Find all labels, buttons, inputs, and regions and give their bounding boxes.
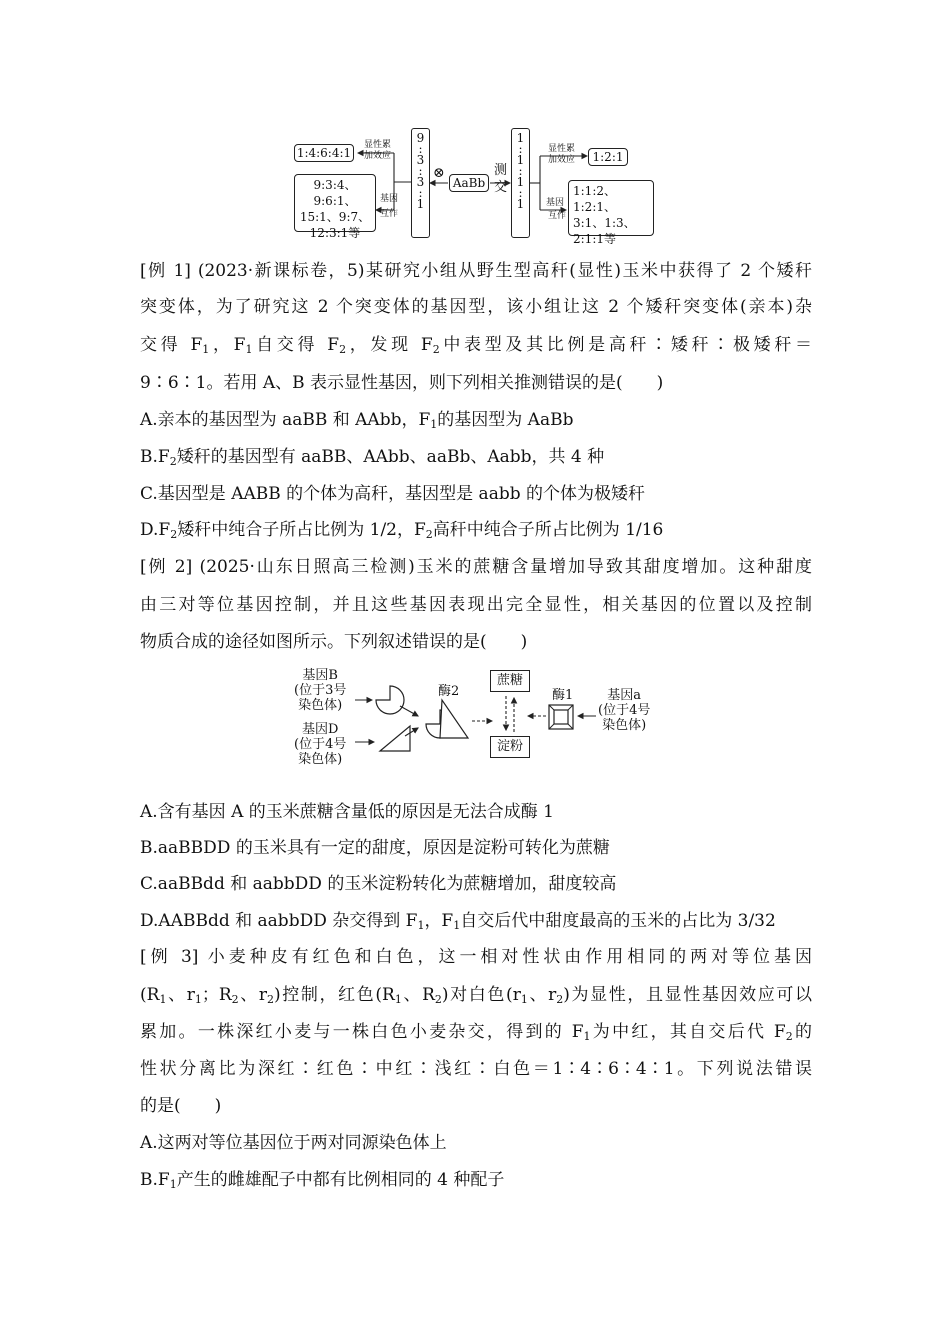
subscript: 2 xyxy=(432,343,440,356)
text: 为中红，其自交后代 F xyxy=(590,1022,786,1042)
interaction-box-right xyxy=(568,180,654,246)
ratio-box-left: 1:4:6:4:1 xyxy=(294,144,354,162)
subscript: 1 xyxy=(520,993,528,1006)
label-line: 染色体) xyxy=(298,752,343,767)
box-line: 15:1、9:7、 xyxy=(299,210,371,224)
text: D.F xyxy=(140,520,171,540)
subscript: 2 xyxy=(425,528,433,541)
ratio-char: 9 xyxy=(416,131,425,145)
text: 矮秆的基因型有 aaBB、AAbb、aaBb、Aabb，共 4 种 xyxy=(176,447,605,467)
label-line: 测 xyxy=(494,163,508,178)
example1-line2: 突变体，为了研究这 2 个突变体的基因型，该小组让这 2 个矮秆突变体(亲本)杂 xyxy=(140,297,812,317)
subscript: 1 xyxy=(583,1030,591,1043)
text: 的基因型为 AaBb xyxy=(437,410,574,430)
ratio-char: : xyxy=(418,186,423,200)
gene-d-label xyxy=(294,722,346,767)
subscript: 1 xyxy=(245,343,253,356)
box-line: 3:1、1:3、 xyxy=(573,216,636,230)
testcross-label xyxy=(494,162,507,196)
text: 产生的雌雄配子中都有比例相同的 4 种配子 xyxy=(176,1170,505,1190)
example3-line4: 性状分离比为深红∶红色∶中红∶浅红∶白色＝1∶4∶6∶4∶1。下列说法错误 xyxy=(140,1059,812,1079)
text: 、R xyxy=(401,985,435,1005)
ratio-char: 3 xyxy=(416,153,425,167)
example1-option-d xyxy=(140,518,812,542)
box-line: 1:1:2、1:2:1、 xyxy=(573,184,616,214)
text: ；R xyxy=(201,985,232,1005)
label-interaction-left xyxy=(380,194,398,220)
subscript: 2 xyxy=(339,343,347,356)
example3-option-a: A.这两对等位基因位于两对同源染色体上 xyxy=(140,1133,447,1153)
text: )为显性，且显性基因效应可以 xyxy=(563,985,812,1005)
ratio-char: 1 xyxy=(416,197,425,211)
subscript: 1 xyxy=(159,993,167,1006)
ratio-box-right: 1:2:1 xyxy=(588,148,628,166)
genotype-box: AaBb xyxy=(449,174,489,192)
example2-line2: 由三对等位基因控制，并且这些基因表现出完全显性，相关基因的位置以及控制 xyxy=(140,595,812,615)
sucrose-pathway-diagram xyxy=(290,664,670,782)
subscript: 1 xyxy=(453,919,461,932)
label-line: 显性累 xyxy=(548,144,576,154)
text: B.F xyxy=(140,1170,170,1190)
text: D.AABBdd 和 aabbDD 杂交得到 F xyxy=(140,911,418,931)
enzyme2-label: 酶2 xyxy=(438,684,460,699)
label-line: (位于4号 xyxy=(294,737,347,752)
subscript: 2 xyxy=(785,1030,793,1043)
subscript: 2 xyxy=(231,993,239,1006)
subscript: 1 xyxy=(417,919,425,932)
subscript: 2 xyxy=(434,993,442,1006)
interaction-box-left xyxy=(294,174,376,240)
text: 高秆中纯合子所占比例为 1/16 xyxy=(432,520,664,540)
enzyme1-label: 酶1 xyxy=(552,688,574,703)
label-line: 基因 xyxy=(546,198,565,208)
ratio-char: 1 xyxy=(516,197,525,211)
ratio-char: : xyxy=(418,164,423,178)
label-line: 基因a xyxy=(607,688,642,703)
label-line: 加效应 xyxy=(548,155,576,165)
ratio-char: 1 xyxy=(516,153,525,167)
subscript: 1 xyxy=(169,1178,177,1191)
label-line: 互作 xyxy=(548,211,567,221)
gene-a-label xyxy=(598,688,650,733)
label-interaction-right xyxy=(546,198,566,222)
label-line: 互作 xyxy=(380,209,399,219)
example1-line3 xyxy=(140,333,812,357)
text: 、r xyxy=(238,985,268,1005)
text: 累加。一株深红小麦与一株白色小麦杂交，得到的 F xyxy=(140,1022,584,1042)
starch-box: 淀粉 xyxy=(490,736,530,758)
ratio-char: : xyxy=(518,186,523,200)
text: (R xyxy=(140,985,160,1005)
text: ，F xyxy=(424,911,454,931)
ratio-char: : xyxy=(418,142,423,156)
example2-option-d xyxy=(140,909,812,933)
label-line: (位于3号 xyxy=(294,683,347,698)
text: 中表型及其比例是高秆∶矮秆∶极矮秆＝ xyxy=(439,335,813,355)
example1-option-a xyxy=(140,408,812,432)
example3-line3 xyxy=(140,1020,812,1044)
box-line: 12:3:1等 xyxy=(309,226,361,240)
subscript: 2 xyxy=(170,528,178,541)
label-line: (位于4号 xyxy=(598,703,651,718)
text: 、r xyxy=(166,985,195,1005)
segregation-ratio-diagram xyxy=(290,126,660,246)
text: 自交得 F xyxy=(252,335,340,355)
ratio-column-9331 xyxy=(411,128,430,238)
box-line: 9:3:4、9:6:1、 xyxy=(313,178,357,208)
text: 交得 F xyxy=(140,335,203,355)
sucrose-box: 蔗糖 xyxy=(490,670,530,692)
ratio-char: 1 xyxy=(516,131,525,145)
text: ，F xyxy=(209,335,246,355)
label-line: 染色体) xyxy=(298,698,343,713)
subscript: 2 xyxy=(267,993,275,1006)
example3-line1: [例 3] 小麦种皮有红色和白色，这一相对性状由作用相同的两对等位基因 xyxy=(140,947,812,967)
label-line: 加效应 xyxy=(364,151,392,161)
text: ，发现 F xyxy=(346,335,433,355)
example1-line1: [例 1] (2023·新课标卷，5)某研究小组从野生型高秆(显性)玉米中获得了 2 个矮秆 xyxy=(140,261,812,281)
ratio-char: : xyxy=(518,164,523,178)
example2-line3: 物质合成的途径如图所示。下列叙述错误的是( ) xyxy=(140,632,528,652)
ratio-char: 3 xyxy=(416,175,425,189)
example3-option-b xyxy=(140,1168,812,1192)
subscript: 1 xyxy=(194,993,202,1006)
text: )控制，红色(R xyxy=(274,985,395,1005)
subscript: 1 xyxy=(430,418,438,431)
example2-line1: [例 2] (2025·山东日照高三检测)玉米的蔗糖含量增加导致其甜度增加。这种甜度 xyxy=(140,557,812,577)
subscript: 2 xyxy=(169,455,177,468)
label-line: 基因D xyxy=(301,722,339,737)
text: B.F xyxy=(140,447,170,467)
label-line: 染色体) xyxy=(602,718,647,733)
label-additive-left xyxy=(364,140,391,162)
label-line: 基因B xyxy=(302,668,338,683)
subscript: 2 xyxy=(556,993,564,1006)
text: A.亲本的基因型为 aaBB 和 AAbb，F xyxy=(140,410,431,430)
label-line: 交 xyxy=(494,180,508,195)
self-cross-symbol: ⊗ xyxy=(433,165,445,181)
label-line: 基因 xyxy=(380,194,399,204)
example2-option-a: A.含有基因 A 的玉米蔗糖含量低的原因是无法合成酶 1 xyxy=(140,802,554,822)
example1-option-b xyxy=(140,445,812,469)
text: 矮秆中纯合子所占比例为 1/2，F xyxy=(177,520,426,540)
ratio-column-1111 xyxy=(511,128,530,238)
example1-line4: 9∶6∶1。若用 A、B 表示显性基因，则下列相关推测错误的是( ) xyxy=(140,373,664,393)
text: )对白色(r xyxy=(441,985,521,1005)
gene-b-label xyxy=(294,668,346,713)
text: 自交后代中甜度最高的玉米的占比为 3/32 xyxy=(460,911,776,931)
example3-line5: 的是( ) xyxy=(140,1096,222,1116)
ratio-char: : xyxy=(518,142,523,156)
box-line: 2:1:1等 xyxy=(573,232,616,246)
label-line: 显性累 xyxy=(364,140,392,150)
subscript: 1 xyxy=(202,343,210,356)
example2-option-b: B.aaBBDD 的玉米具有一定的甜度，原因是淀粉可转化为蔗糖 xyxy=(140,838,610,858)
text: 、r xyxy=(527,985,557,1005)
example1-option-c: C.基因型是 AABB 的个体为高秆，基因型是 aabb 的个体为极矮秆 xyxy=(140,484,645,504)
example3-line2 xyxy=(140,983,812,1007)
subscript: 1 xyxy=(394,993,402,1006)
text: 的 xyxy=(792,1022,813,1042)
example2-option-c: C.aaBBdd 和 aabbDD 的玉米淀粉转化为蔗糖增加，甜度较高 xyxy=(140,874,617,894)
ratio-char: 1 xyxy=(516,175,525,189)
label-additive-right xyxy=(548,144,575,166)
